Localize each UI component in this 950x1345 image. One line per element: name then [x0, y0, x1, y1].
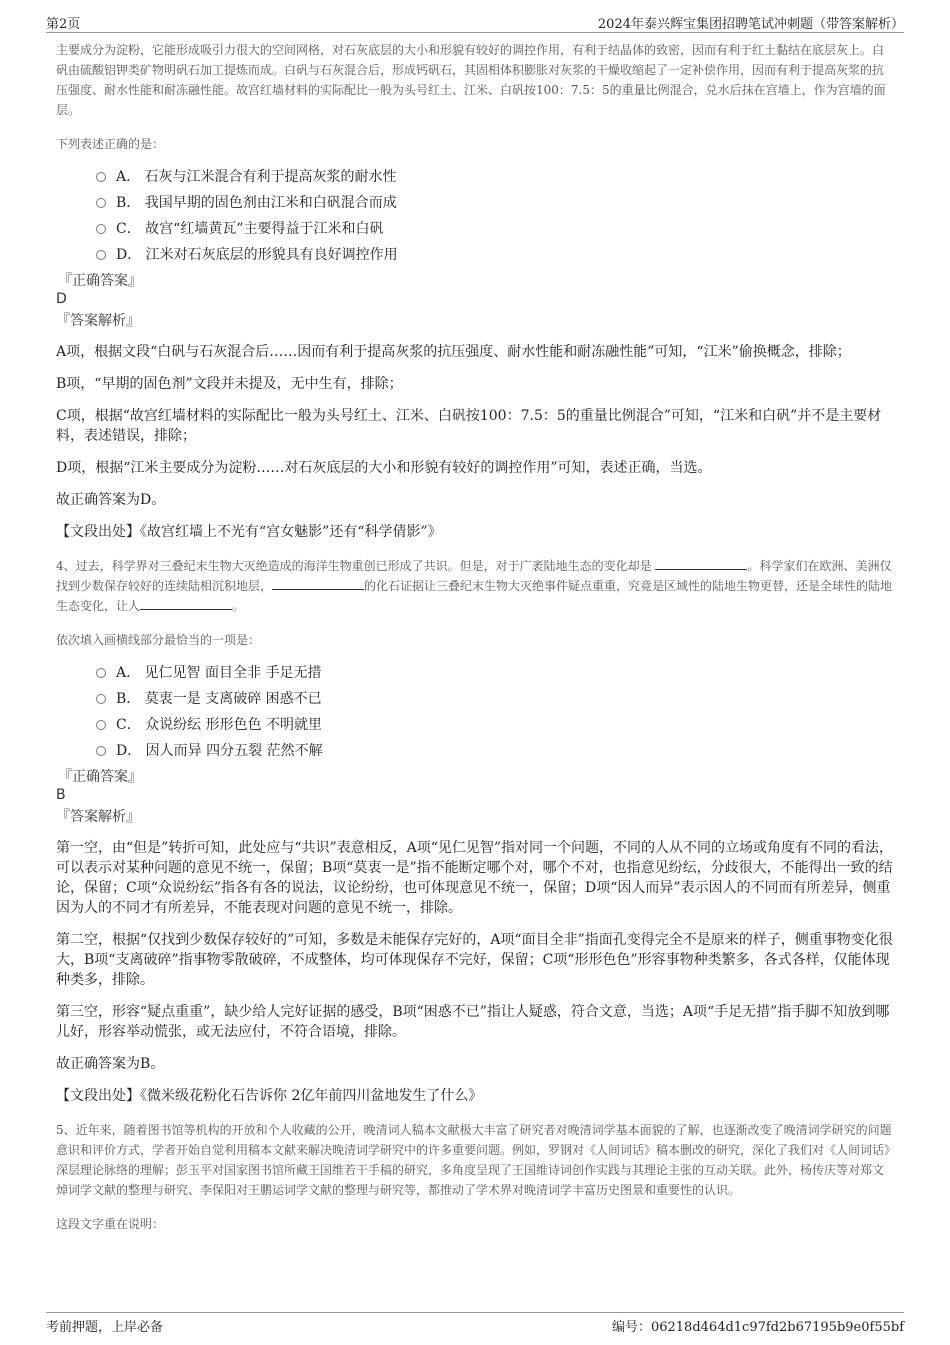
q4-option-a[interactable]: A． 见仁见智 面目全非 手足无措 [96, 660, 894, 686]
q4-analysis-3: 第三空，形容“疑点重重”，缺少给人完好证据的感受，B项“困惑不已”指让人疑惑，符合文意，当选；A项“手足无措”指手脚不知放到哪儿好，形容举动慌张，或无法应付，不符合语境，排除。 [56, 1004, 890, 1040]
q4-answer-label: 『正确答案』 [58, 769, 142, 785]
q3-option-b[interactable]: B． 我国早期的固色剂由江米和白矾混合而成 [96, 190, 894, 216]
footer-slogan: 考前押题，上岸必备 [46, 1320, 164, 1335]
radio-icon[interactable] [96, 694, 106, 704]
q4-option-d[interactable]: D． 因人而异 四分五裂 茫然不解 [96, 738, 894, 764]
blank-3 [140, 597, 232, 610]
q4-analysis-1: 第一空，由“但是”转折可知，此处应与“共识”表意相反，A项“见仁见智”指对同一个问题，不同的人从不同的立场或角度有不同的看法，可以表示对某种问题的意见不统一，保留；B项“莫衷一是”指不能断定哪个对，哪个不对，也指意见纷纭，分歧很大，不能得出一致的结论，保留；C项“众说纷纭”指各有各的说法，议论纷纷，也可体现意见不统一，保留；D项“因人而异”表示因人的不同而有所差异，侧重因为人的不同才有所差异，不能表现对问题的意见不统一，排除。 [56, 840, 894, 916]
blank-2 [272, 577, 364, 590]
q3-analysis-d: D项，根据“江米主要成分为淀粉……对石灰底层的大小和形貌有较好的调控作用”可知，表述正确，当选。 [56, 460, 712, 476]
q3-conclusion: 故正确答案为D。 [56, 492, 166, 508]
page-header [46, 10, 904, 33]
q4-option-b[interactable]: B． 莫衷一是 支离破碎 困惑不已 [96, 686, 894, 712]
q4-answer: B [56, 787, 66, 803]
page-number: 第2页 [46, 17, 81, 32]
q3-passage: 主要成分为淀粉，它能形成吸引力很大的空间网格，对石灰底层的大小和形貌有较好的调控作用，有利于结晶体的致密，因而有利于红土黏结在底层灰上。白矾由硫酸铝钾类矿物明矾石加工提炼而成。白矾与石灰混合后，形成钙矾石，其固相体积膨胀对灰浆的干燥收缩起了一定补偿作用，因而有利于提高灰浆的抗压强度、耐水性能和耐冻融性能。故宫红墙材料的实际配比一般为头号红土、江米、白矾按100：7.5：5的重量比例混合，兑水后抹在宫墙上，作为宫墙的面层。 [56, 43, 886, 117]
q4-option-c[interactable]: C． 众说纷纭 形形色色 不明就里 [96, 712, 894, 738]
page-content [56, 40, 894, 1234]
q4-prompt: 依次填入画横线部分最恰当的一项是： [56, 633, 261, 647]
q4-analysis-label: 『答案解析』 [56, 809, 140, 825]
blank-1 [655, 557, 747, 570]
radio-icon[interactable] [96, 198, 106, 208]
radio-icon[interactable] [96, 250, 106, 260]
q4-text: 4、过去，科学界对三叠纪末生物大灭绝造成的海洋生物重创已形成了共识。但是，对于广袤陆地生态的变化却是 。科学家们在欧洲、美洲仅找到少数保存较好的连续陆相沉积地层， 的化石证据让三叠纪末生物大灭绝事件疑点重重，究竟是区域性的陆地生物更替，还是全球性的陆地生态变化，让人 。 [56, 559, 893, 613]
q5-prompt: 这段文字重在说明： [56, 1217, 165, 1231]
document-title: 2024年泰兴辉宝集团招聘笔试冲刺题（带答案解析） [597, 17, 904, 32]
q4-source: 【文段出处】《微米级花粉化石告诉你 2亿年前四川盆地发生了什么》 [56, 1088, 483, 1104]
radio-icon[interactable] [96, 224, 106, 234]
q3-option-d[interactable]: D． 江米对石灰底层的形貌具有良好调控作用 [96, 242, 894, 268]
q3-analysis-c: C项，根据“故宫红墙材料的实际配比一般为头号红土、江米、白矾按100：7.5：5的重量比例混合”可知，“江米和白矾”并不是主要材料，表述错误，排除； [56, 408, 882, 444]
radio-icon[interactable] [96, 172, 106, 182]
q3-analysis-label: 『答案解析』 [56, 313, 140, 329]
q3-analysis-b: B项，“早期的固色剂”文段并未提及，无中生有，排除； [56, 376, 403, 392]
q4-options [96, 660, 894, 764]
q3-option-a[interactable]: A． 石灰与江米混合有利于提高灰浆的耐水性 [96, 164, 894, 190]
q4-conclusion: 故正确答案为B。 [56, 1056, 165, 1072]
page-footer [46, 1312, 904, 1335]
radio-icon[interactable] [96, 720, 106, 730]
radio-icon[interactable] [96, 746, 106, 756]
q3-source: 【文段出处】《故宫红墙上不光有“宫女魅影”还有“科学倩影”》 [56, 524, 442, 540]
q4-analysis-2: 第二空，根据“仅找到少数保存较好的”可知，多数是未能保存完好的，A项“面目全非”指面孔变得完全不是原来的样子，侧重事物变化很大，B项“支离破碎”指事物零散破碎，不成整体，均可体现保存不完好，保留；C项“形形色色”形容事物种类繁多，各式各样，仅能体现种类多，排除。 [56, 932, 893, 988]
q3-answer-label: 『正确答案』 [58, 273, 142, 289]
radio-icon[interactable] [96, 668, 106, 678]
document-id: 编号：06218d464d1c97fd2b67195b9e0f55bf [611, 1320, 904, 1335]
q5-text: 5、近年来，随着图书馆等机构的开放和个人收藏的公开，晚清词人稿本文献极大丰富了研究者对晚清词学基本面貌的了解，也逐渐改变了晚清词学研究的问题意识和评价方式，学者开始自觉利用稿本文献来解决晚清词学研究中的许多重要问题。例如，罗钢对《人间词话》稿本删改的研究，深化了我们对《人间词话》深层理论脉络的理解；彭玉平对国家图书馆所藏王国维若干手稿的研究，多角度呈现了王国维诗词创作实践与其理论主张的互动关联。此外，杨传庆等对郑文焯词学文献的整理与研究、李保阳对王鹏运词学文献的整理与研究等，都推动了学术界对晚清词学丰富历史图景和重要性的认识。 [56, 1123, 892, 1197]
q3-prompt: 下列表述正确的是： [56, 137, 165, 151]
q3-answer: D [56, 291, 67, 307]
q3-analysis-a: A项，根据文段“白矾与石灰混合后……因而有利于提高灰浆的抗压强度、耐水性能和耐冻融性能”可知，“江米”偷换概念，排除； [56, 344, 851, 360]
q3-options [96, 164, 894, 268]
q3-option-c[interactable]: C． 故宫“红墙黄瓦”主要得益于江米和白矾 [96, 216, 894, 242]
